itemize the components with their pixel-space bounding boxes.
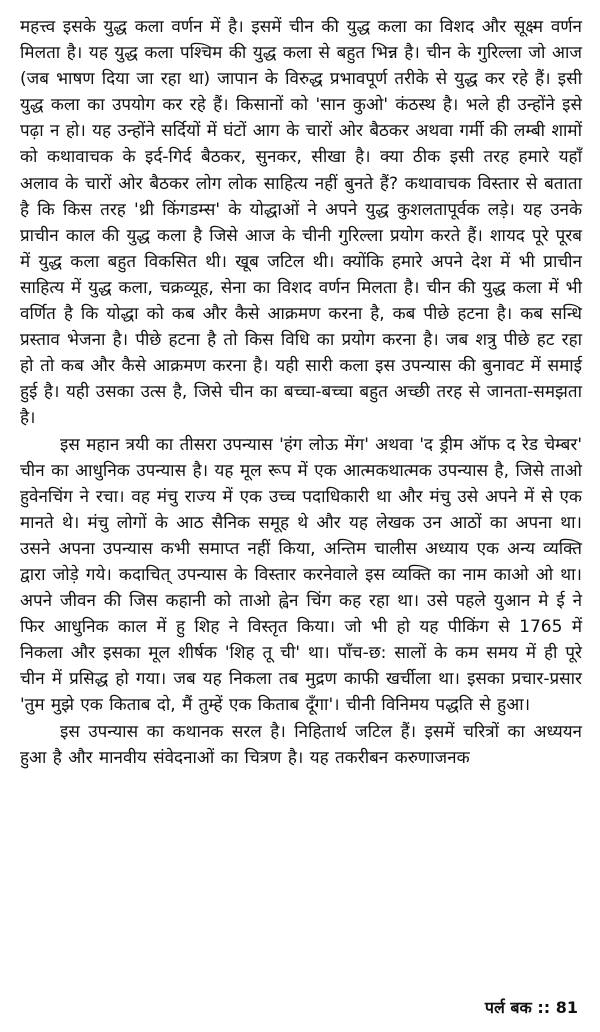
paragraph-3: इस उपन्यास का कथानक सरल है। निहितार्थ जटिल हैं। इसमें चरित्रों का अध्ययन हुआ है और मानवीय संवेदनाओं का चित्रण है। यह तकरीबन करुणाजनक — [20, 721, 582, 768]
paragraph-2: इस महान त्रयी का तीसरा उपन्यास 'हंग लोऊ मेंग' अथवा 'द ड्रीम ऑफ द रेड चेम्बर' चीन का आधुनिक उपन्यास है। यह मूल रूप में एक आत्मकथात्मक उपन्यास है, जिसे ताओ हुवेनचिंग ने रचा। वह मंचु राज्य में एक उच्च पदाधिकारी था और मंचु उसे अपने में से एक मानते थे। मंचु लोगों के आठ सैनिक समूह थे और यह लेखक उन आठों का अपना था। उसने अपना उपन्यास कभी समाप्त नहीं किया, अन्तिम चालीस अध्याय एक अन्य व्यक्ति द्वारा जोड़े गये। कदाचित् उपन्यास के विस्तार करनेवाले इस व्यक्ति का नाम काओ ओ था। अपने जीवन की जिस कहानी को ताओ ह्वेन चिंग कह रहा था। उसे पहले युआन मे ई ने फिर आधुनिक काल में हु शिह ने विस्तृत किया। जो भी हो यह पीकिंग से 1765 में निकला और इसका मूल शीर्षक 'शिह तू ची' था। पाँच-छ: सालों के कम समय में ही पूरे चीन में प्रसिद्ध हो गया। जब यह निकला तब मुद्रण काफी खर्चीला था। इसका प्रचार-प्रसार 'तुम मुझे एक किताब दो, मैं तुम्हें एक किताब दूँगा'। चीनी विनिमय पद्धति से हुआ। — [20, 434, 582, 716]
paragraph-1: महत्त्व इसके युद्ध कला वर्णन में है। इसमें चीन की युद्ध कला का विशद और सूक्ष्म वर्णन मिलता है। यह युद्ध कला पश्चिम की युद्ध कला से बहुत भिन्न है। चीन के गुरिल्ला जो आज (जब भाषण दिया जा रहा था) जापान के विरुद्ध प्रभावपूर्ण तरीके से युद्ध कर रहे हैं। इसी युद्ध कला का उपयोग कर रहे हैं। किसानों को 'सान कुओ' कंठस्थ है। भले ही उन्होंने इसे पढ़ा न हो। यह उन्होंने सर्दियों में घंटों आग के चारों ओर बैठकर अथवा गर्मी की लम्बी शामों को कथावाचक के इर्द-गिर्द बैठकर, सुनकर, सीखा है। क्या ठीक इसी तरह हमारे यहाँ अलाव के चारों ओर बैठकर लोग लोक साहित्य नहीं बुनते हैं? कथावाचक विस्तार से बताता है कि किस तरह 'थ्री किंगडम्स' के योद्धाओं ने अपने युद्ध कुशलतापूर्वक लड़े। यह उनके प्राचीन काल की युद्ध कला है जिसे आज के चीनी गुरिल्ला प्रयोग करते हैं। शायद पूरे पूरब में युद्ध कला बहुत विकसित थी। खूब जटिल थी। क्योंकि हमारे अपने देश में भी प्राचीन साहित्य में युद्ध कला, चक्रव्यूह, सेना का विशद वर्णन मिलता है। चीन की युद्ध कला में भी वर्णित है कि योद्धा को कब और कैसे आक्रमण करना है, कब पीछे हटना है। कब सन्धि प्रस्ताव भेजना है। पीछे हटना है तो किस विधि का प्रयोग करना है। जब शत्रु पीछे हट रहा हो तो कब और कैसे आक्रमण करना है। यही सारी कला इस उपन्यास की बुनावट में समाई हुई है। यही उसका उत्स है, जिसे चीन का बच्चा-बच्चा बहुत अच्छी तरह से जानता-समझता है। — [20, 17, 582, 429]
page-footer: पर्ल बक :: 81 — [484, 998, 578, 1017]
page-body — [20, 14, 582, 771]
